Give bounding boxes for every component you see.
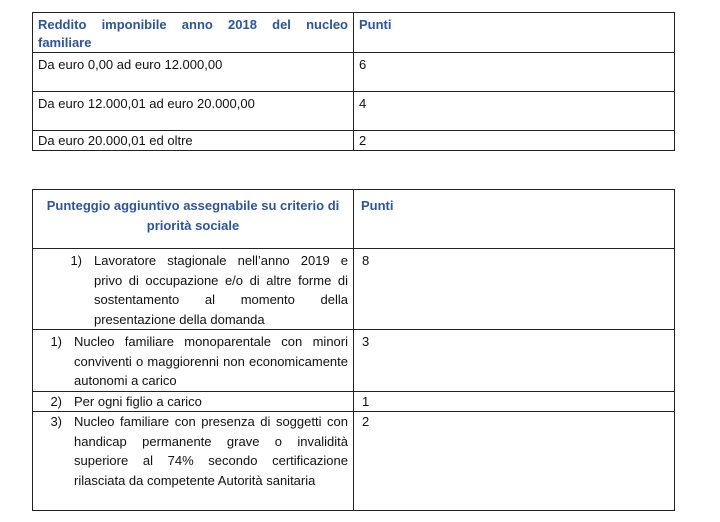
points-value: 2 (362, 414, 370, 429)
points-value: 4 (359, 96, 367, 111)
points-value: 1 (362, 393, 370, 409)
table-header-row (33, 13, 675, 53)
points-value: 3 (362, 334, 370, 349)
criterion-text: Per ogni figlio a carico (74, 393, 202, 409)
item-number: 3) (50, 414, 62, 429)
header-income-line2: familiare (38, 35, 92, 50)
criterion-text: Nucleo familiare monoparentale con minori conviventi o maggiorenni non economicamente autonomi a carico (74, 334, 348, 388)
item-number: 2) (50, 393, 62, 409)
header-points-label: Punti (359, 17, 392, 32)
table-row (33, 391, 675, 412)
income-range-label: Da euro 12.000,01 ad euro 20.000,00 (38, 96, 255, 111)
criterion-text: Nucleo familiare con presenza di soggetti con handicap permanente grave o invalidità superiore al 74% secondo certificazione rilasciata da competente Autorità sanitaria (74, 414, 348, 488)
income-points-table (32, 12, 675, 151)
table-header-row (33, 190, 675, 249)
header-criterion-label: Punteggio aggiuntivo assegnabile su criterio di priorità sociale (46, 198, 340, 233)
item-number: 1) (50, 334, 62, 349)
header-points-label: Punti (361, 198, 394, 213)
criterion-text: Lavoratore stagionale nell’anno 2019 e privo di occupazione e/o di altre forme di sostentamento al momento della presentazione della domanda (94, 253, 348, 327)
table-row (33, 53, 675, 92)
table-row (33, 131, 675, 151)
income-range-label: Da euro 0,00 ad euro 12.000,00 (38, 57, 223, 72)
points-value: 6 (359, 57, 367, 72)
header-criterion-cell (33, 190, 354, 249)
table-row (33, 330, 675, 392)
table-row (33, 92, 675, 131)
header-income-line1: Reddito imponibile anno 2018 del nucleo (38, 17, 348, 32)
table-row (33, 412, 675, 511)
table-row (33, 249, 675, 330)
header-points-cell (354, 13, 675, 53)
header-points-cell (354, 190, 675, 249)
points-value: 8 (362, 253, 370, 268)
income-range-label: Da euro 20.000,01 ed oltre (38, 133, 193, 148)
social-priority-points-table (32, 189, 675, 511)
header-income-cell (33, 13, 354, 53)
item-number: 1) (70, 253, 82, 268)
points-value: 2 (359, 133, 367, 148)
